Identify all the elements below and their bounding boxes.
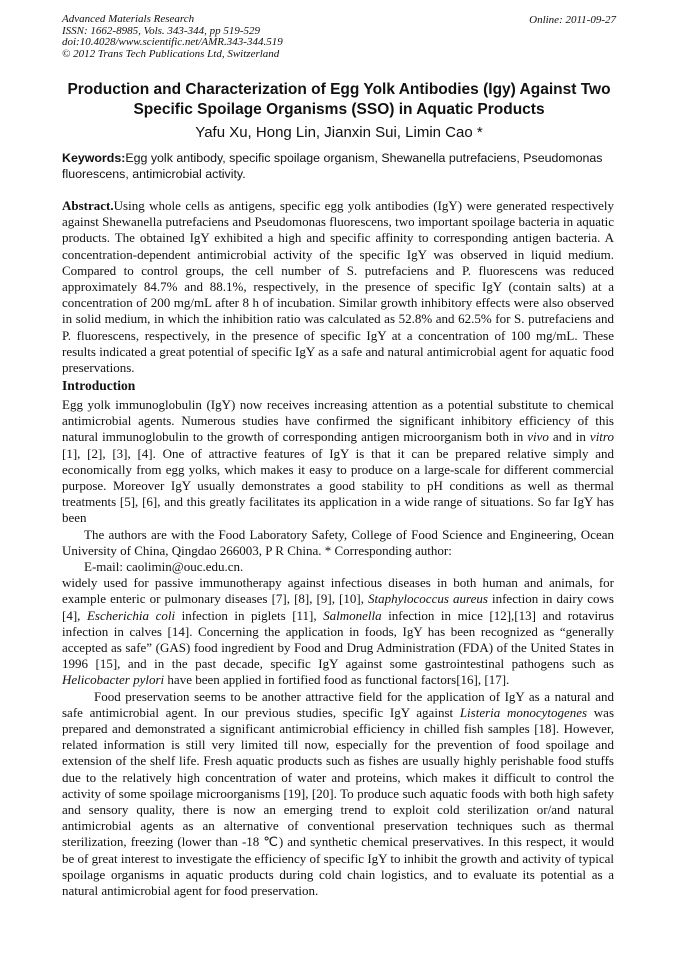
paragraph-text: have been applied in fortified food as functional factors[16], [17]. — [164, 672, 510, 688]
abstract-text: Using whole cells as antigens, specific egg yolk antibodies (IgY) were generated respectively against Shewanella putrefaciens and Pseudomonas fluorescens, two important spoilage bacteria in aquatic products. The obtained IgY exhibited a high and specific affinity to corresponding antigen bacteria. A concentration-dependent antimicrobial activity of the specific IgY was observed in liquid medium. Compared to control groups, the cell number of S. putrefaciens and P. fluorescens was reduced approximately 84.7% and 88.1%, respectively, in the presence of specific IgY (contain salts) at a concentration of 200 mg/mL after 8 h of incubation. Similar growth inhibitory effects were also observed in solid medium, in which the inhibition ratio was calculated as 52.8% and 62.5% for S. putrefaciens and P. fluorescens, respectively, in the presence of specific IgY at a concentration of 100 mg/mL. These results indicated a great potential of specific IgY as a safe and natural antimicrobial agent for aquatic food preservations. — [62, 198, 614, 376]
paragraph — [62, 689, 614, 900]
paragraph-text: Food preservation seems to be another attractive field for the application of IgY as a natural and safe antimicrobial agent. In our previous studies, specific IgY against — [62, 688, 614, 720]
paragraph-text: infection in dairy cows [4], — [62, 591, 614, 623]
paragraph-text: widely used for passive immunotherapy against infectious diseases in both human and animals, for example enteric or pulmonary diseases [7], [8], [9], [10], — [62, 575, 614, 607]
keywords — [62, 150, 618, 182]
paragraph-text: was prepared and demonstrated a significant antimicrobial efficiency in chilled fish samples [18]. However, related information is still very limited till now, especially for the prevention of food spoilage and extension of the shelf life. Fresh aquatic products such as fishes are usually highly perishable food stuffs due to the relatively high concentration of water and proteins, which makes it difficult to control the activity of some spoilage microorganisms [19], [20]. To produce such aquatic foods with both high safety and sensory quality, there is now an emerging trend to exploit cold sterilization or/and natural antimicrobial agents as an alternative of conventional preservation techniques such as thermal sterilization, freezing (lower than -18 ℃) and synthetic chemical preservatives. In this respect, it would be of great interest to investigate the efficiency of specific IgY to inhibit the growth and activity of typical spoilage organisms in aquatic products during cold chain logistics, and to evaluate its potential as a natural antimicrobial agent for food preservation. — [62, 704, 615, 899]
italic-term: Staphylococcus aureus — [368, 591, 488, 607]
issn: ISSN: 1662-8985, Vols. 343-344, pp 519-529 — [62, 24, 260, 37]
paragraph-text: and in — [548, 429, 590, 445]
introduction-body — [62, 397, 614, 899]
paragraph — [62, 527, 614, 559]
authors: Yafu Xu, Hong Lin, Jianxin Sui, Limin Cao * — [195, 124, 483, 141]
copyright: © 2012 Trans Tech Publications Ltd, Switzerland — [62, 47, 280, 60]
abstract — [62, 198, 614, 376]
italic-term: Listeria monocytogenes — [459, 704, 588, 720]
journal-header — [62, 14, 283, 60]
italic-term: Helicobacter pylori — [62, 672, 165, 688]
paragraph-text: The authors are with the Food Laboratory Safety, College of Food Science and Engineering, Ocean University of China, Qingdao 266003, P R China. * Corresponding author: — [62, 526, 614, 558]
paragraph-text: [1], [2], [3], [4]. One of attractive features of IgY is that it can be prepared relative simply and economically from egg yolks, which makes it easy to produce on a large-scale for different commercial purpose. Moreover IgY usually demonstrates a good stability to pH conditions as well as thermal treatments [5], [6], and this greatly facilitates its application in a wide range of situations. So far IgY has been — [62, 445, 614, 526]
section-heading-introduction: Introduction — [62, 378, 136, 393]
keywords-text: Egg yolk antibody, specific spoilage organism, Shewanella putrefaciens, Pseudomonas fluorescens, antimicrobial activity. — [62, 151, 603, 181]
italic-term: vivo — [527, 429, 549, 445]
paragraph — [62, 575, 614, 688]
online-date: Online: 2011-09-27 — [529, 14, 616, 26]
paragraph-text: infection in piglets [11], — [175, 607, 324, 623]
italic-term: Escherichia coli — [86, 607, 176, 623]
paragraph — [62, 397, 614, 527]
paragraph-text: Egg yolk immunoglobulin (IgY) now receives increasing attention as a potential substitute to chemical antimicrobial agents. Numerous studies have confirmed the significant inhibitory efficiency of this natural immunoglobulin to the growth of corresponding antigen microorganism both in — [62, 397, 614, 445]
abstract-label: Abstract. — [62, 198, 114, 213]
keywords-label: Keywords: — [62, 151, 126, 165]
paragraph — [62, 559, 614, 575]
journal-name: Advanced Materials Research — [62, 13, 195, 25]
italic-term: vitro — [589, 429, 614, 445]
doi: doi:10.4028/www.scientific.net/AMR.343-344.519 — [62, 36, 283, 48]
paragraph-text: infection in mice [12],[13] and rotavirus infection in calves [14]. Concerning the application in foods, IgY has been recognized as “generally accepted as safe” (GAS) food ingredient by Food and Drug Administration (FDA) of the United States in 1996 [15], and in the past decade, specific IgY against some gastrointestinal pathogens such as — [62, 607, 614, 672]
italic-term: Salmonella — [323, 607, 382, 623]
paragraph-text: E-mail: caolimin@ouc.edu.cn. — [84, 559, 244, 575]
paper-title: Production and Characterization of Egg Yolk Antibodies (Igy) Against Two Specific Spoilage Organisms (SSO) in Aquatic Products — [67, 81, 611, 118]
